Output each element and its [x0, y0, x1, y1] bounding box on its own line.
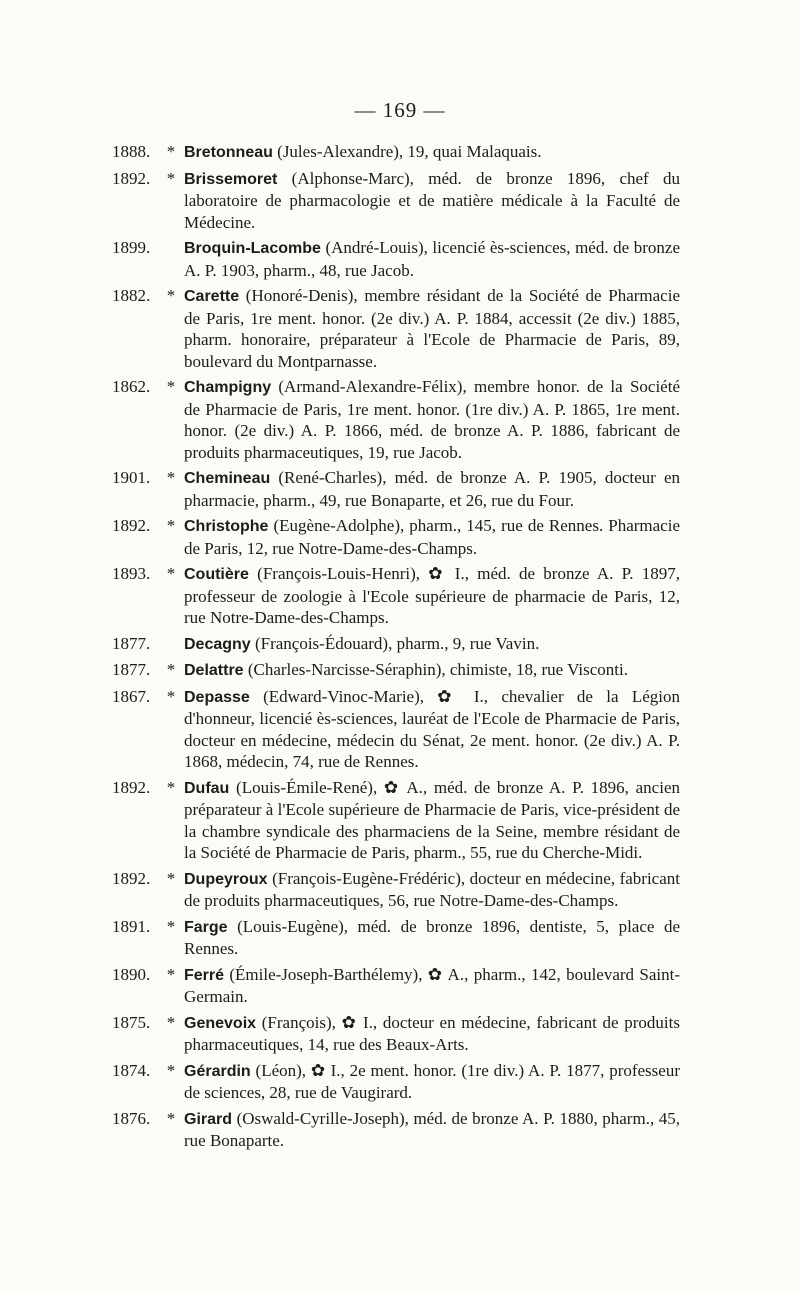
- entry-body: [184, 141, 680, 164]
- entry-star-marker: *: [166, 286, 176, 305]
- entry-details: (François-Eugène-Frédéric), docteur en médecine, fabricant de produits pharmaceutiques, 56, rue Notre-Dame-des-Champs.: [184, 868, 680, 910]
- entry-star-marker: *: [166, 777, 176, 797]
- entry-year: 1877.: [112, 633, 151, 653]
- entry-details: (Léon), ✿ I., 2e ment. honor. (1re div.) A. P. 1877, professeur de sciences, 28, rue de Vaugirard.: [184, 1060, 680, 1102]
- page-number: — 169 —: [354, 98, 446, 122]
- entry-details: (François-Édouard), pharm., 9, rue Vavin.: [250, 633, 540, 653]
- member-entry: [112, 285, 680, 372]
- entry-year: 1892.: [112, 777, 151, 797]
- member-entry: [112, 868, 680, 912]
- entry-body: [184, 237, 680, 281]
- entry-body: [184, 467, 680, 511]
- entry-details: (André-Louis), licencié ès-sciences, méd. de bronze A. P. 1903, pharm., 48, rue Jacob.: [184, 238, 680, 280]
- entry-star-marker: *: [166, 1108, 176, 1128]
- entry-details: (Louis-Eugène), méd. de bronze 1896, dentiste, 5, place de Rennes.: [184, 916, 680, 958]
- entry-body: [184, 563, 680, 629]
- member-entry: [112, 1012, 680, 1056]
- entry-name: Coutière: [184, 566, 249, 583]
- entry-name: Genevoix: [184, 1014, 257, 1032]
- entry-details: (Armand-Alexandre-Félix), membre honor. de la Société de Pharmacie de Paris, 1re ment. honor. (1re div.) A. P. 1865, 1re ment. honor. (2e div.) A. P. 1866, méd. de bronze A. P. 1886, fabricant de produits pharmaceutiques, 19, rue Jacob.: [184, 377, 680, 462]
- entry-year: 1862.: [112, 377, 151, 396]
- entry-year: 1890.: [112, 964, 151, 984]
- entry-name: Dupeyroux: [184, 870, 268, 888]
- entry-name: Delattre: [184, 662, 244, 679]
- entry-details: (Louis-Émile-René), ✿ A., méd. de bronze A. P. 1896, ancien préparateur à l'Ecole supérieure de Pharmacie de Paris, vice-président de la chambre syndicale des pharmaciens de la Seine, membre résidant de la Société de Pharmacie de Paris, pharm., 55, rue du Cherche-Midi.: [184, 777, 680, 862]
- member-entry: [112, 563, 680, 629]
- entry-name: Farge: [184, 918, 228, 936]
- entry-year: 1876.: [112, 1108, 151, 1128]
- entry-details: (Oswald-Cyrille-Joseph), méd. de bronze A. P. 1880, pharm., 45, rue Bonaparte.: [184, 1108, 680, 1150]
- entry-body: [184, 285, 680, 372]
- member-entry: [112, 686, 680, 773]
- entry-name: Champigny: [184, 379, 272, 396]
- entry-year: 1901.: [112, 468, 151, 487]
- entry-year: 1875.: [112, 1012, 151, 1032]
- entry-name: Carette: [184, 288, 240, 305]
- entry-body: [184, 515, 680, 559]
- entry-name: Dufau: [184, 779, 230, 797]
- entry-body: [184, 916, 680, 960]
- entry-year: 1892.: [112, 868, 151, 888]
- entry-year: 1877.: [112, 660, 151, 679]
- member-entry: [112, 633, 680, 656]
- entry-body: [184, 633, 680, 656]
- member-list: [112, 141, 680, 1156]
- entry-name: Gérardin: [184, 1062, 251, 1080]
- entry-body: [184, 1060, 680, 1104]
- entry-year: 1892.: [112, 168, 151, 188]
- member-entry: [112, 237, 680, 281]
- entry-star-marker: *: [166, 964, 176, 984]
- entry-body: [184, 964, 680, 1008]
- member-entry: [112, 659, 680, 682]
- entry-name: Bretonneau: [184, 144, 273, 161]
- entry-year: 1882.: [112, 286, 151, 305]
- entry-details: (Honoré-Denis), membre résidant de la Société de Pharmacie de Paris, 1re ment. honor. (2e div.) A. P. 1884, accessit (2e div.) 1885, pharm. honoraire, préparateur à l'Ecole de Pharmacie de Paris, 89, boulevard du Montparnasse.: [184, 286, 680, 371]
- entry-body: [184, 686, 680, 773]
- entry-star-marker: *: [166, 516, 176, 535]
- entry-star-marker: *: [166, 168, 176, 188]
- entry-star-marker: *: [166, 916, 176, 936]
- entry-details: (Eugène-Adolphe), pharm., 145, rue de Rennes. Pharmacie de Paris, 12, rue Notre-Dame-des-Champs.: [184, 516, 680, 558]
- entry-name: Decagny: [184, 635, 251, 653]
- entry-name: Ferré: [184, 966, 225, 984]
- entry-star-marker: *: [166, 660, 176, 679]
- entry-body: [184, 1012, 680, 1056]
- entry-star-marker: *: [166, 686, 176, 706]
- entry-year: 1891.: [112, 916, 151, 936]
- entry-details: (Émile-Joseph-Barthélemy), ✿ A., pharm., 142, boulevard Saint-Germain.: [184, 964, 680, 1006]
- entry-year: 1874.: [112, 1060, 151, 1080]
- entry-year: 1867.: [112, 686, 151, 706]
- entry-name: Christophe: [184, 518, 269, 535]
- entry-year: 1893.: [112, 564, 151, 583]
- entry-details: (Charles-Narcisse-Séraphin), chimiste, 18, rue Visconti.: [243, 660, 628, 679]
- entry-star-marker: *: [166, 1012, 176, 1032]
- entry-star-marker: *: [166, 564, 176, 583]
- member-entry: [112, 916, 680, 960]
- entry-body: [184, 868, 680, 912]
- member-entry: [112, 1060, 680, 1104]
- entry-star-marker: *: [166, 142, 176, 161]
- entry-name: Depasse: [184, 688, 250, 706]
- entry-details: (Alphonse-Marc), méd. de bronze 1896, chef du laboratoire de pharmacologie et de matière médicale à la Faculté de Médecine.: [184, 168, 680, 232]
- entry-year: 1899.: [112, 238, 151, 257]
- member-entry: [112, 777, 680, 864]
- member-entry: [112, 964, 680, 1008]
- entry-details: (Jules-Alexandre), 19, quai Malaquais.: [272, 142, 542, 161]
- entry-details: (François-Louis-Henri), ✿ I., méd. de bronze A. P. 1897, professeur de zoologie à l'Ecole supérieure de pharmacie de Paris, 12, rue Notre-Dame-des-Champs.: [184, 564, 680, 627]
- entry-year: 1888.: [112, 142, 151, 161]
- member-entry: [112, 467, 680, 511]
- entry-name: Chemineau: [184, 470, 271, 487]
- member-entry: [112, 141, 680, 164]
- entry-year: 1892.: [112, 516, 151, 535]
- member-entry: [112, 1108, 680, 1152]
- entry-name: Brissemoret: [184, 170, 278, 188]
- entry-star-marker: *: [166, 377, 176, 396]
- entry-details: (François), ✿ I., docteur en médecine, fabricant de produits pharmaceutiques, 14, rue des Beaux-Arts.: [184, 1012, 680, 1054]
- entry-star-marker: *: [166, 468, 176, 487]
- member-entry: [112, 168, 680, 234]
- entry-body: [184, 168, 680, 234]
- entry-star-marker: *: [166, 1060, 176, 1080]
- entry-body: [184, 376, 680, 463]
- entry-body: [184, 1108, 680, 1152]
- entry-star-marker: *: [166, 868, 176, 888]
- member-entry: [112, 376, 680, 463]
- entry-name: Broquin-Lacombe: [184, 240, 321, 257]
- entry-body: [184, 777, 680, 864]
- member-entry: [112, 515, 680, 559]
- entry-name: Girard: [184, 1110, 233, 1128]
- entry-details: (René-Charles), méd. de bronze A. P. 1905, docteur en pharmacie, pharm., 49, rue Bonaparte, et 26, rue du Four.: [184, 468, 680, 510]
- entry-body: [184, 659, 680, 682]
- entry-details: (Edward-Vinoc-Marie), ✿ I., chevalier de la Légion d'honneur, licencié ès-sciences, lauréat de l'Ecole de Pharmacie de Paris, docteur en médecine, médecin du Sénat, 2e ment. honor. (2e div.) A. P. 1868, médecin, 74, rue de Rennes.: [184, 686, 680, 771]
